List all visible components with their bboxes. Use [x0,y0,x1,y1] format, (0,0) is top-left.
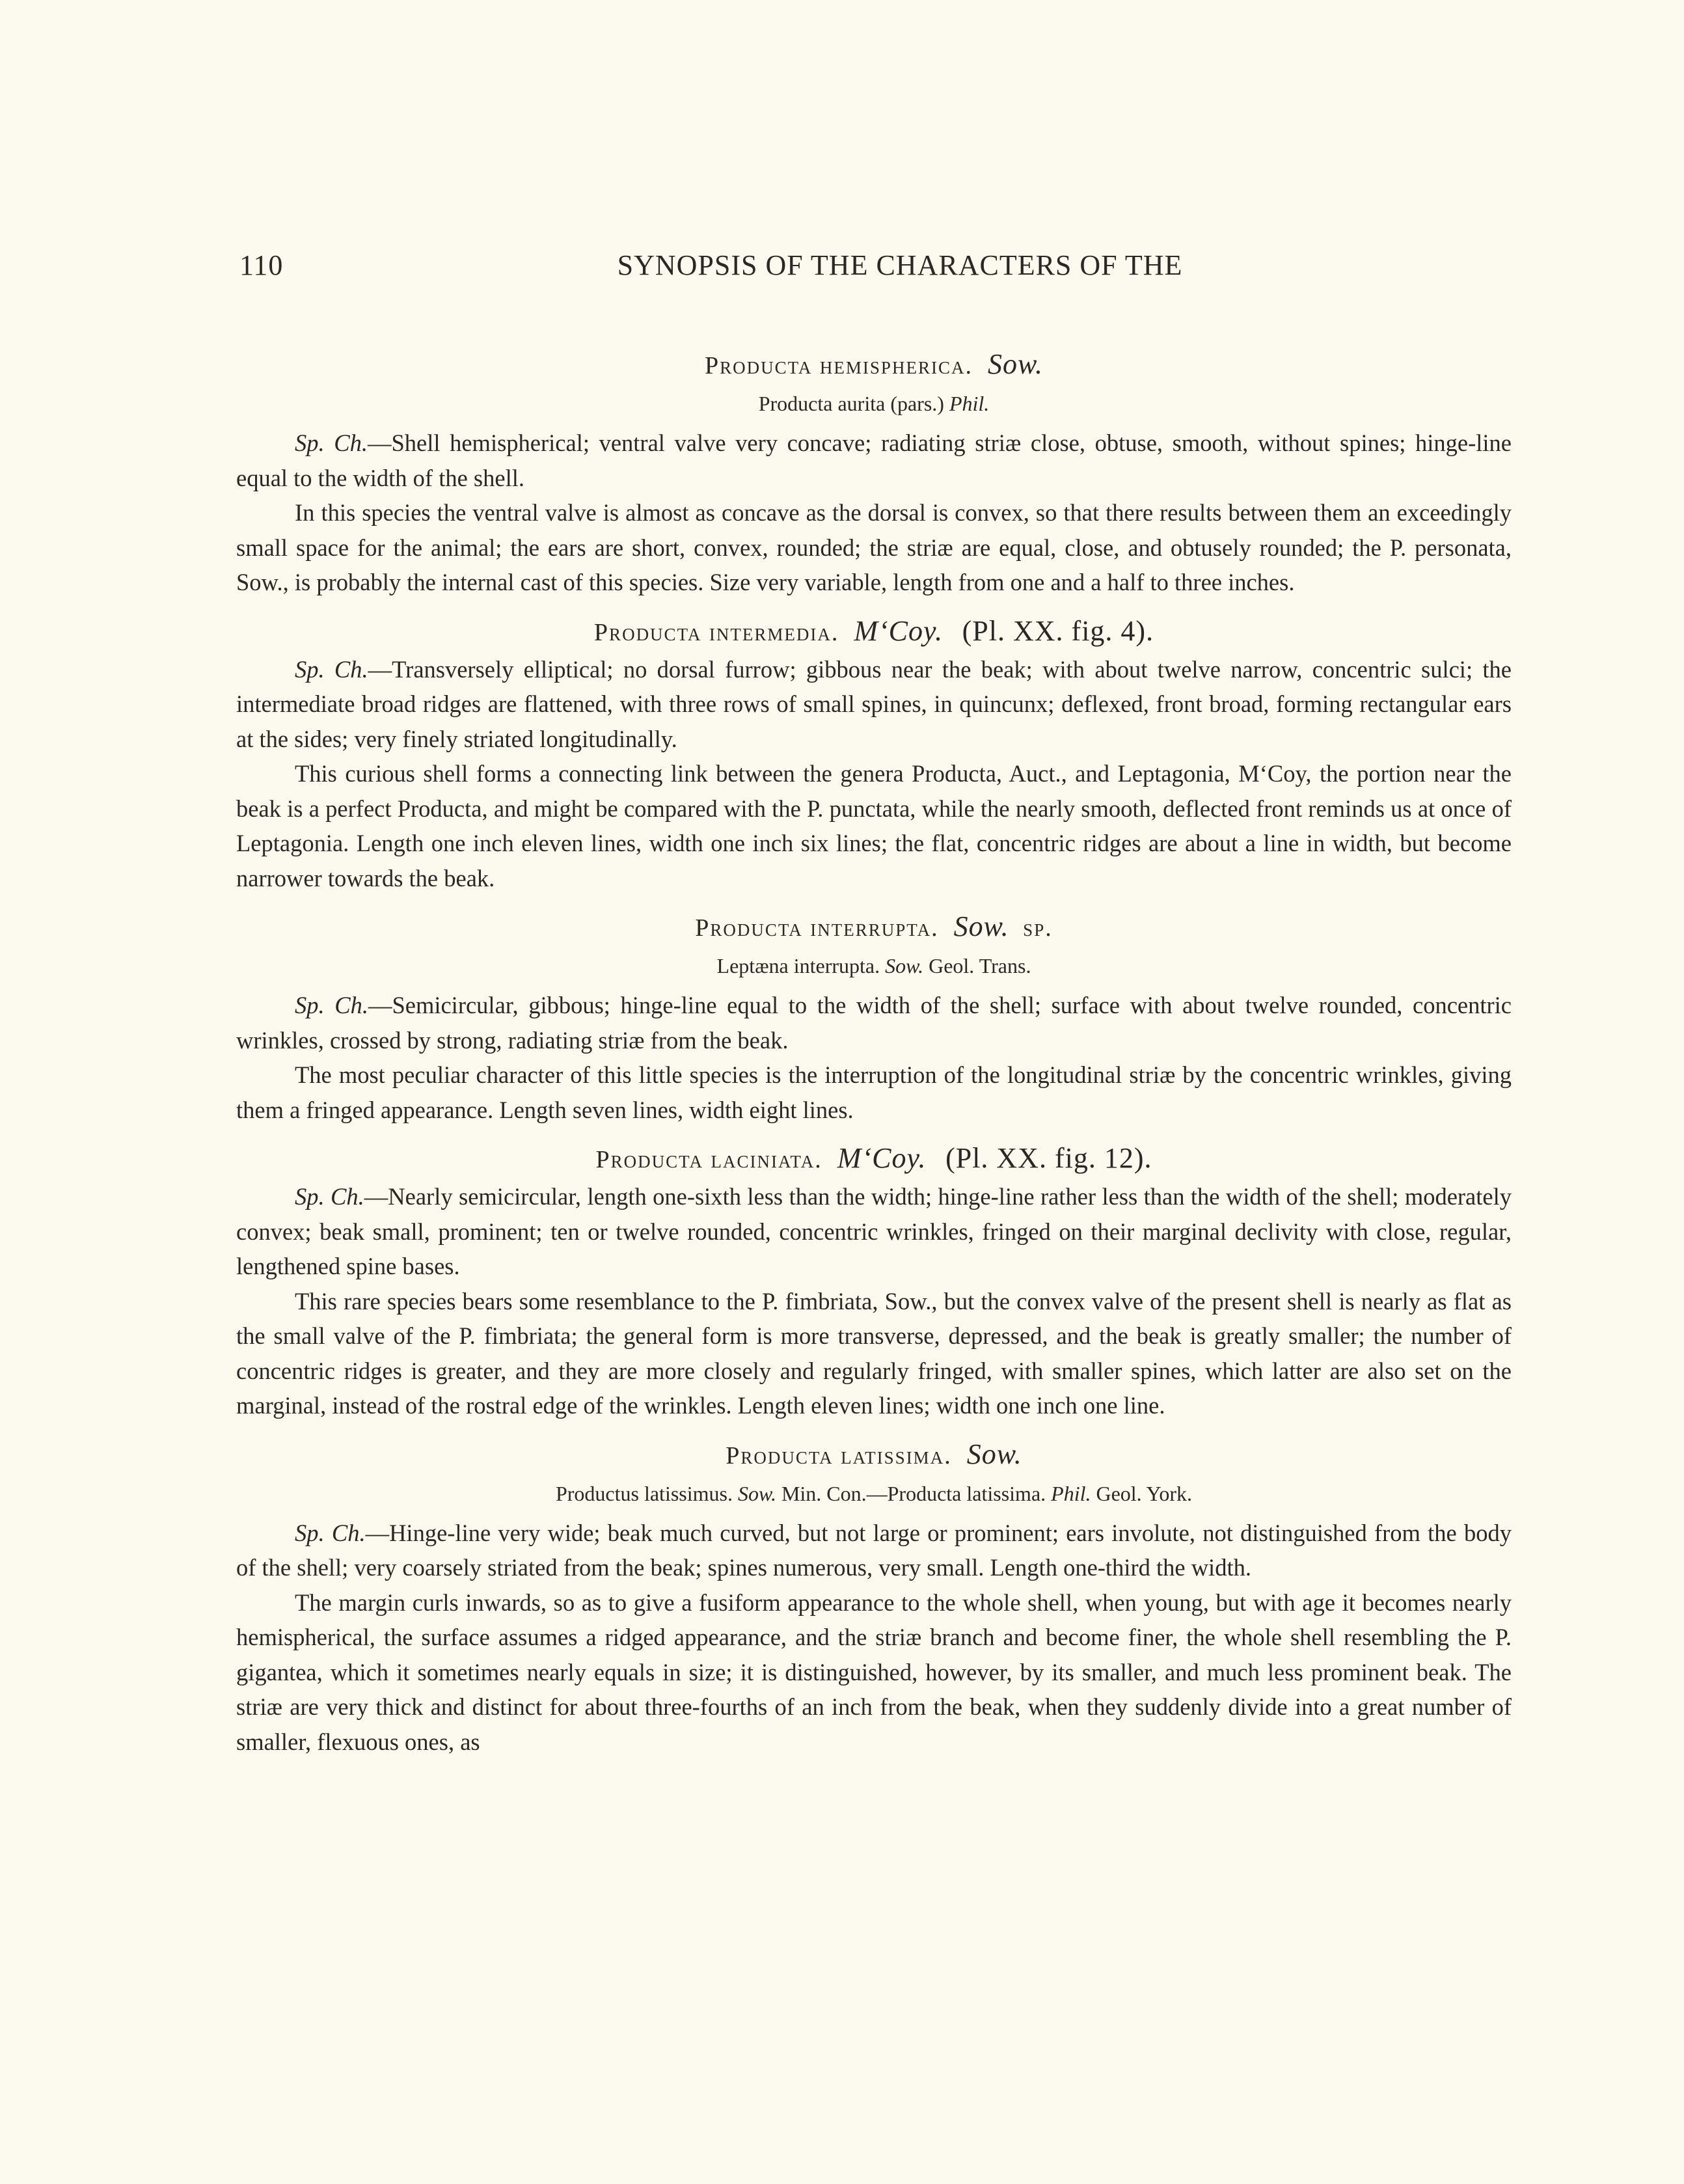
spch-label: Sp. Ch. [295,1183,364,1210]
species-remark: This rare species bears some resemblance to the P. fimbriata, Sow., but the convex valve of the present shell is nearly as flat as the small valve of the P. fimbriata; the general form is more transverse, depressed, and the beak is greatly smaller; the number of concentric ridges is greater, and they are more closely and regularly fringed, with smaller spines, which latter are also set on the marginal, instead of the rostral edge of the wrinkles. Length eleven lines; width one inch one line. [236,1287,1512,1419]
synonym-line [236,1477,1512,1510]
species-name: Producta hemispherica. [704,352,973,379]
spch-label: Sp. Ch. [295,1519,366,1546]
species-author: Sow. [987,348,1044,380]
species-heading [236,612,1512,652]
species-remark: The margin curls inwards, so as to give a fusiform appearance to the whole shell, when young, but with age it becomes nearly hemispherical, the surface assumes a ridged appearance, and the striæ branch and become finer, the whole shell resembling the P. gigantea, which it sometimes nearly equals in size; it is distinguished, however, by its smaller, and much less prominent beak. The striæ are very thick and distinct for about three-fourths of an inch from the beak, when they suddenly divide into a great number of smaller, flexuous ones, as [236,1589,1512,1755]
specific-characters [236,1179,1512,1284]
species-heading [236,1139,1512,1179]
specific-characters [236,1516,1512,1585]
species-remark: This curious shell forms a connecting link between the genera Producta, Auct., and Leptagonia, M‘Coy, the portion near the beak is a perfect Producta, and might be compared with the P. punctata, while the nearly smooth, deflected front reminds us at once of Leptagonia. Length one inch eleven lines, width one inch six lines; the flat, concentric ridges are about a line in width, but become narrower towards the beak. [236,760,1512,892]
species-abbrev: sp. [1023,914,1053,942]
spch-text: —Nearly semicircular, length one-sixth less than the width; hinge-line rather less than the width of the shell; moderately convex; beak small, prominent; ten or twelve rounded, concentric wrinkles, fringed on their marginal declivity with close, regular, lengthened spine bases. [236,1183,1512,1279]
species-remark: The most peculiar character of this little species is the interruption of the longitudinal striæ by the concentric wrinkles, giving them a fringed appearance. Length seven lines, width eight lines. [236,1061,1512,1123]
page-number: 110 [239,249,284,281]
plate-reference: (Pl. XX. fig. 12). [945,1142,1152,1174]
plate-reference: (Pl. XX. fig. 4). [962,614,1154,647]
species-section [236,345,1512,600]
species-author: M‘Coy. [837,1142,927,1174]
synonym-text: Leptæna interrupta. [716,954,886,977]
species-name: Producta laciniata. [595,1146,822,1173]
species-author: Sow. [953,910,1009,942]
species-heading [236,907,1512,948]
running-title: SYNOPSIS OF THE CHARACTERS OF THE [617,249,1183,281]
species-section [236,612,1512,896]
spch-text: —Shell hemispherical; ventral valve very concave; radiating striæ close, obtuse, smooth, without spines; hinge-line equal to the width of the shell. [236,430,1512,491]
species-section [236,1139,1512,1423]
species-remark: In this species the ventral valve is almost as concave as the dorsal is convex, so that there results between them an exceedingly small space for the animal; the ears are short, convex, rounded; the striæ are equal, close, and obtusely rounded; the P. personata, Sow., is probably the internal cast of this species. Size very variable, length from one and a half to three inches. [236,499,1512,595]
synonym-line [236,949,1512,983]
spch-label: Sp. Ch. [295,655,368,683]
specific-characters [236,652,1512,757]
species-section [236,907,1512,1127]
spch-text: —Hinge-line very wide; beak much curved, but not large or prominent; ears involute, not distinguished from the body of the shell; very coarsely striated from the beak; spines numerous, very small. Length one-third the width. [236,1519,1512,1581]
running-head [239,249,1508,288]
spch-label: Sp. Ch. [295,992,368,1018]
species-name: Producta intermedia. [593,618,839,646]
specific-characters [236,988,1512,1058]
species-author: Sow. [966,1438,1022,1470]
species-author: M‘Coy. [854,614,944,647]
synonym-author: Sow. [737,1481,776,1505]
synonym-text: Geol. Trans. [923,954,1031,977]
spch-text: —Transversely elliptical; no dorsal furrow; gibbous near the beak; with about twelve narrow, concentric sulci; the intermediate broad ridges are flattened, with three rows of small spines, in quincunx; deflexed, front broad, forming rectangular ears at the sides; very finely striated longitudinally. [236,655,1512,752]
synonym-text: Productus latissimus. [555,1481,738,1505]
body-text [236,345,1512,1771]
species-heading [236,1435,1512,1475]
synonym-text: Geol. York. [1091,1481,1193,1505]
synonym-author: Phil. [949,392,990,415]
synonym-text: Producta aurita (pars.) [758,392,949,415]
specific-characters [236,426,1512,495]
synonym-text: Min. Con.—Producta latissima. [776,1481,1052,1505]
spch-label: Sp. Ch. [295,430,368,456]
synonym-line [236,387,1512,420]
spch-text: —Semicircular, gibbous; hinge-line equal to the width of the shell; surface with about twelve rounded, concentric wrinkles, crossed by strong, radiating striæ from the beak. [236,992,1512,1054]
species-name: Producta latissima. [726,1441,952,1469]
species-section [236,1435,1512,1760]
species-name: Producta interrupta. [695,914,939,942]
synonym-author: Phil. [1051,1481,1091,1505]
synonym-author: Sow. [885,954,924,977]
species-heading [236,345,1512,385]
